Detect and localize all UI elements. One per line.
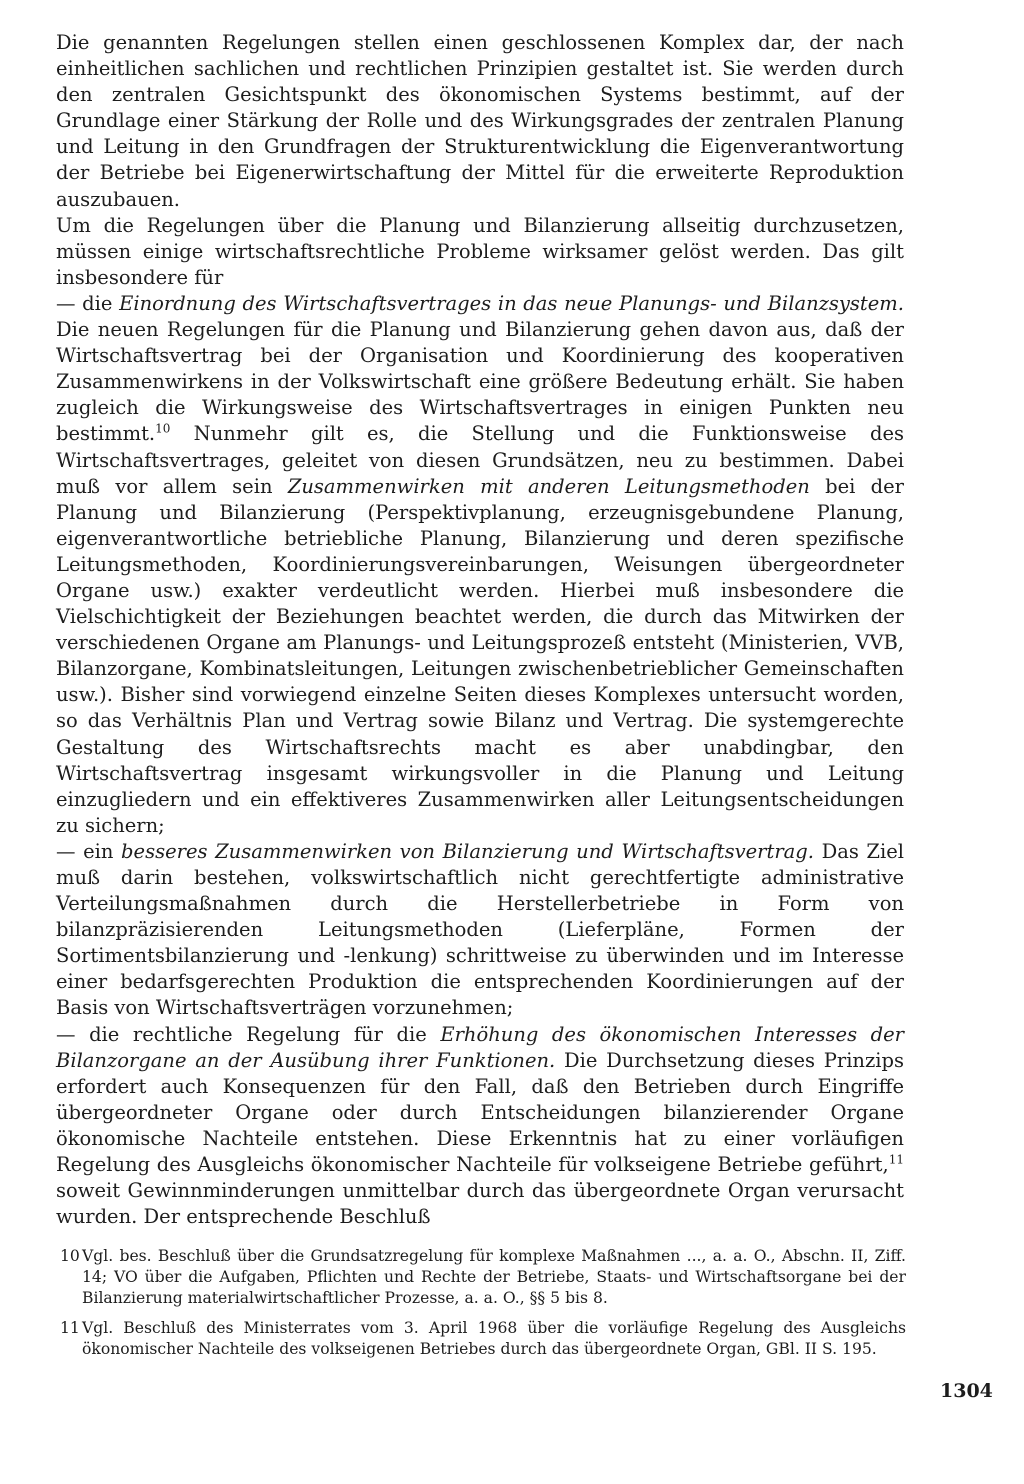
bullet-emphasis: besseres Zusammenwirken von Bilanzierung und Wirtschaftsvertrag. [121, 839, 814, 863]
bullet-emphasis: Zusammenwirken mit anderen Leitungsmethoden [287, 474, 810, 498]
footnotes [60, 1246, 906, 1368]
bullet-lead: — ein [56, 839, 122, 863]
bullet-emphasis: Einordnung des Wirtschaftsvertrages in das neue Planungs- und Bilanzsystem. [119, 291, 904, 315]
bullet-emphasis: Erhöhung des ökonomischen Interesses der Bilanzorgane an der Ausübung ihrer Funktionen. [56, 1022, 905, 1072]
footnote-number: 11 [60, 1318, 80, 1337]
footnote-ref-10[interactable]: 10 [155, 421, 171, 436]
bullet-item-bilanzierung [56, 839, 904, 1022]
bullet-text: Die neuen Regelungen für die Planung und Bilanzierung gehen davon aus, daß der Wirtschaftsvertrag bei der Organisation und Koordinierung des kooperativen Zusammenwirkens in der Volkswirtschaft eine größere Bedeutung erhält. Sie haben zugleich die Wirkungsweise des Wirtschaftsvertrages in einigen Punkten neu bestimmt. [56, 318, 904, 446]
footnote-text: Vgl. bes. Beschluß über die Grundsatzregelung für komplexe Maßnahmen ..., a. a. O., Abschn. II, Ziff. 14; VO über die Aufgaben, Pflichten und Rechte der Betriebe, Staats- und Wirtschaftsorgane bei der Bilanzierung materialwirtschaftlicher Prozesse, a. a. O., §§ 5 bis 8. [82, 1247, 906, 1308]
bullet-lead: — die [56, 291, 120, 315]
footnote-text: Vgl. Beschluß des Ministerrates vom 3. April 1968 über die vorläufige Regelung des Ausgleichs ökonomischer Nachteile des volkseigenen Betriebes durch das übergeordnete Organ, GBl. II S. 195. [82, 1318, 906, 1358]
bullet-text: soweit Gewinnminderungen unmittelbar durch das übergeordnete Organ verursacht wurden. Der entsprechende Beschluß [56, 1179, 904, 1229]
body-text [56, 30, 904, 1230]
paragraph-intro: Die genannten Regelungen stellen einen geschlossenen Komplex dar, der nach einheitlichen sachlichen und rechtlichen Prinzipien gestaltet ist. Sie werden durch den zentralen Gesichtspunkt des ökonomischen Systems bestimmt, auf der Grundlage einer Stärkung der Rolle und des Wirkungsgrades der zentralen Planung und Leitung in den Grundfragen der Strukturentwicklung die Eigenverantwortung der Betriebe bei Eigenerwirtschaftung der Mittel für die erweiterte Reproduktion auszubauen. [56, 31, 904, 211]
bullet-text: bei der Planung und Bilanzierung (Perspektivplanung, erzeugnisgebundene Planung, eigenverantwortliche betriebliche Planung, Bilanzierung und deren spezifische Leitungsmethoden, Koordinierungsvereinbarungen, Weisungen übergeordneter Organe usw.) exakter verdeutlicht werden. Hierbei muß insbesondere die Vielschichtigkeit der Beziehungen beachtet werden, die durch das Mitwirken der verschiedenen Organe am Planungs- und Leitungsprozeß entsteht (Ministerien, VVB, Bilanzorgane, Kombinatsleitungen, Leitungen zwischenbetrieblicher Gemeinschaften usw.). Bisher sind vorwiegend einzelne Seiten dieses Komplexes untersucht worden, so das Verhältnis Plan und Vertrag sowie Bilanz und Vertrag. Die systemgerechte Gestaltung des Wirtschaftsrechts macht es aber unabdingbar, den Wirtschaftsvertrag insgesamt wirkungsvoller in die Planung und Leitung einzugliedern und ein effektiveres Zusammenwirken aller Leitungsentscheidungen zu sichern; [56, 474, 904, 837]
paragraph-problems: Um die Regelungen über die Planung und Bilanzierung allseitig durchzusetzen, müssen einige wirtschaftsrechtliche Probleme wirksamer gelöst werden. Das gilt insbesondere für [56, 213, 904, 289]
footnote-ref-11[interactable]: 11 [888, 1152, 904, 1167]
bullet-lead: — die rechtliche Regelung für die [56, 1022, 441, 1046]
bullet-item-interesse [56, 1022, 904, 1231]
page-number: 1304 [940, 1380, 993, 1402]
bullet-text: Das Ziel muß darin bestehen, volkswirtschaftlich nicht gerechtfertigte administrative Verteilungsmaßnahmen durch die Herstellerbetriebe in Form von bilanzpräzisierenden Leitungsmethoden (Lieferpläne, Formen der Sortimentsbilanzierung und -lenkung) schrittweise zu überwinden und im Interesse einer bedarfsgerechten Produktion die entsprechenden Koordinierungen auf der Basis von Wirtschaftsverträgen vorzunehmen; [56, 839, 904, 1020]
footnote-number: 10 [60, 1247, 80, 1265]
bullet-text: Die Durchsetzung dieses Prinzips erfordert auch Konsequenzen für den Fall, daß den Betrieben durch Eingriffe übergeordneter Organe oder durch Entscheidungen bilanzierender Organe ökonomische Nachteile entstehen. Diese Erkenntnis hat zu einer vorläufigen Regelung des Ausgleichs ökonomischer Nachteile für volkseigene Betriebe geführt, [56, 1048, 904, 1177]
footnote-11 [60, 1318, 906, 1360]
bullet-text: Nunmehr gilt es, die Stellung und die Funktionsweise des Wirtschaftsvertrages, geleitet von diesen Grundsätzen, neu zu bestimmen. Dabei muß vor allem sein [56, 422, 904, 498]
bullet-item-wirtschaftsvertrag [56, 291, 904, 839]
footnote-10 [60, 1246, 906, 1310]
